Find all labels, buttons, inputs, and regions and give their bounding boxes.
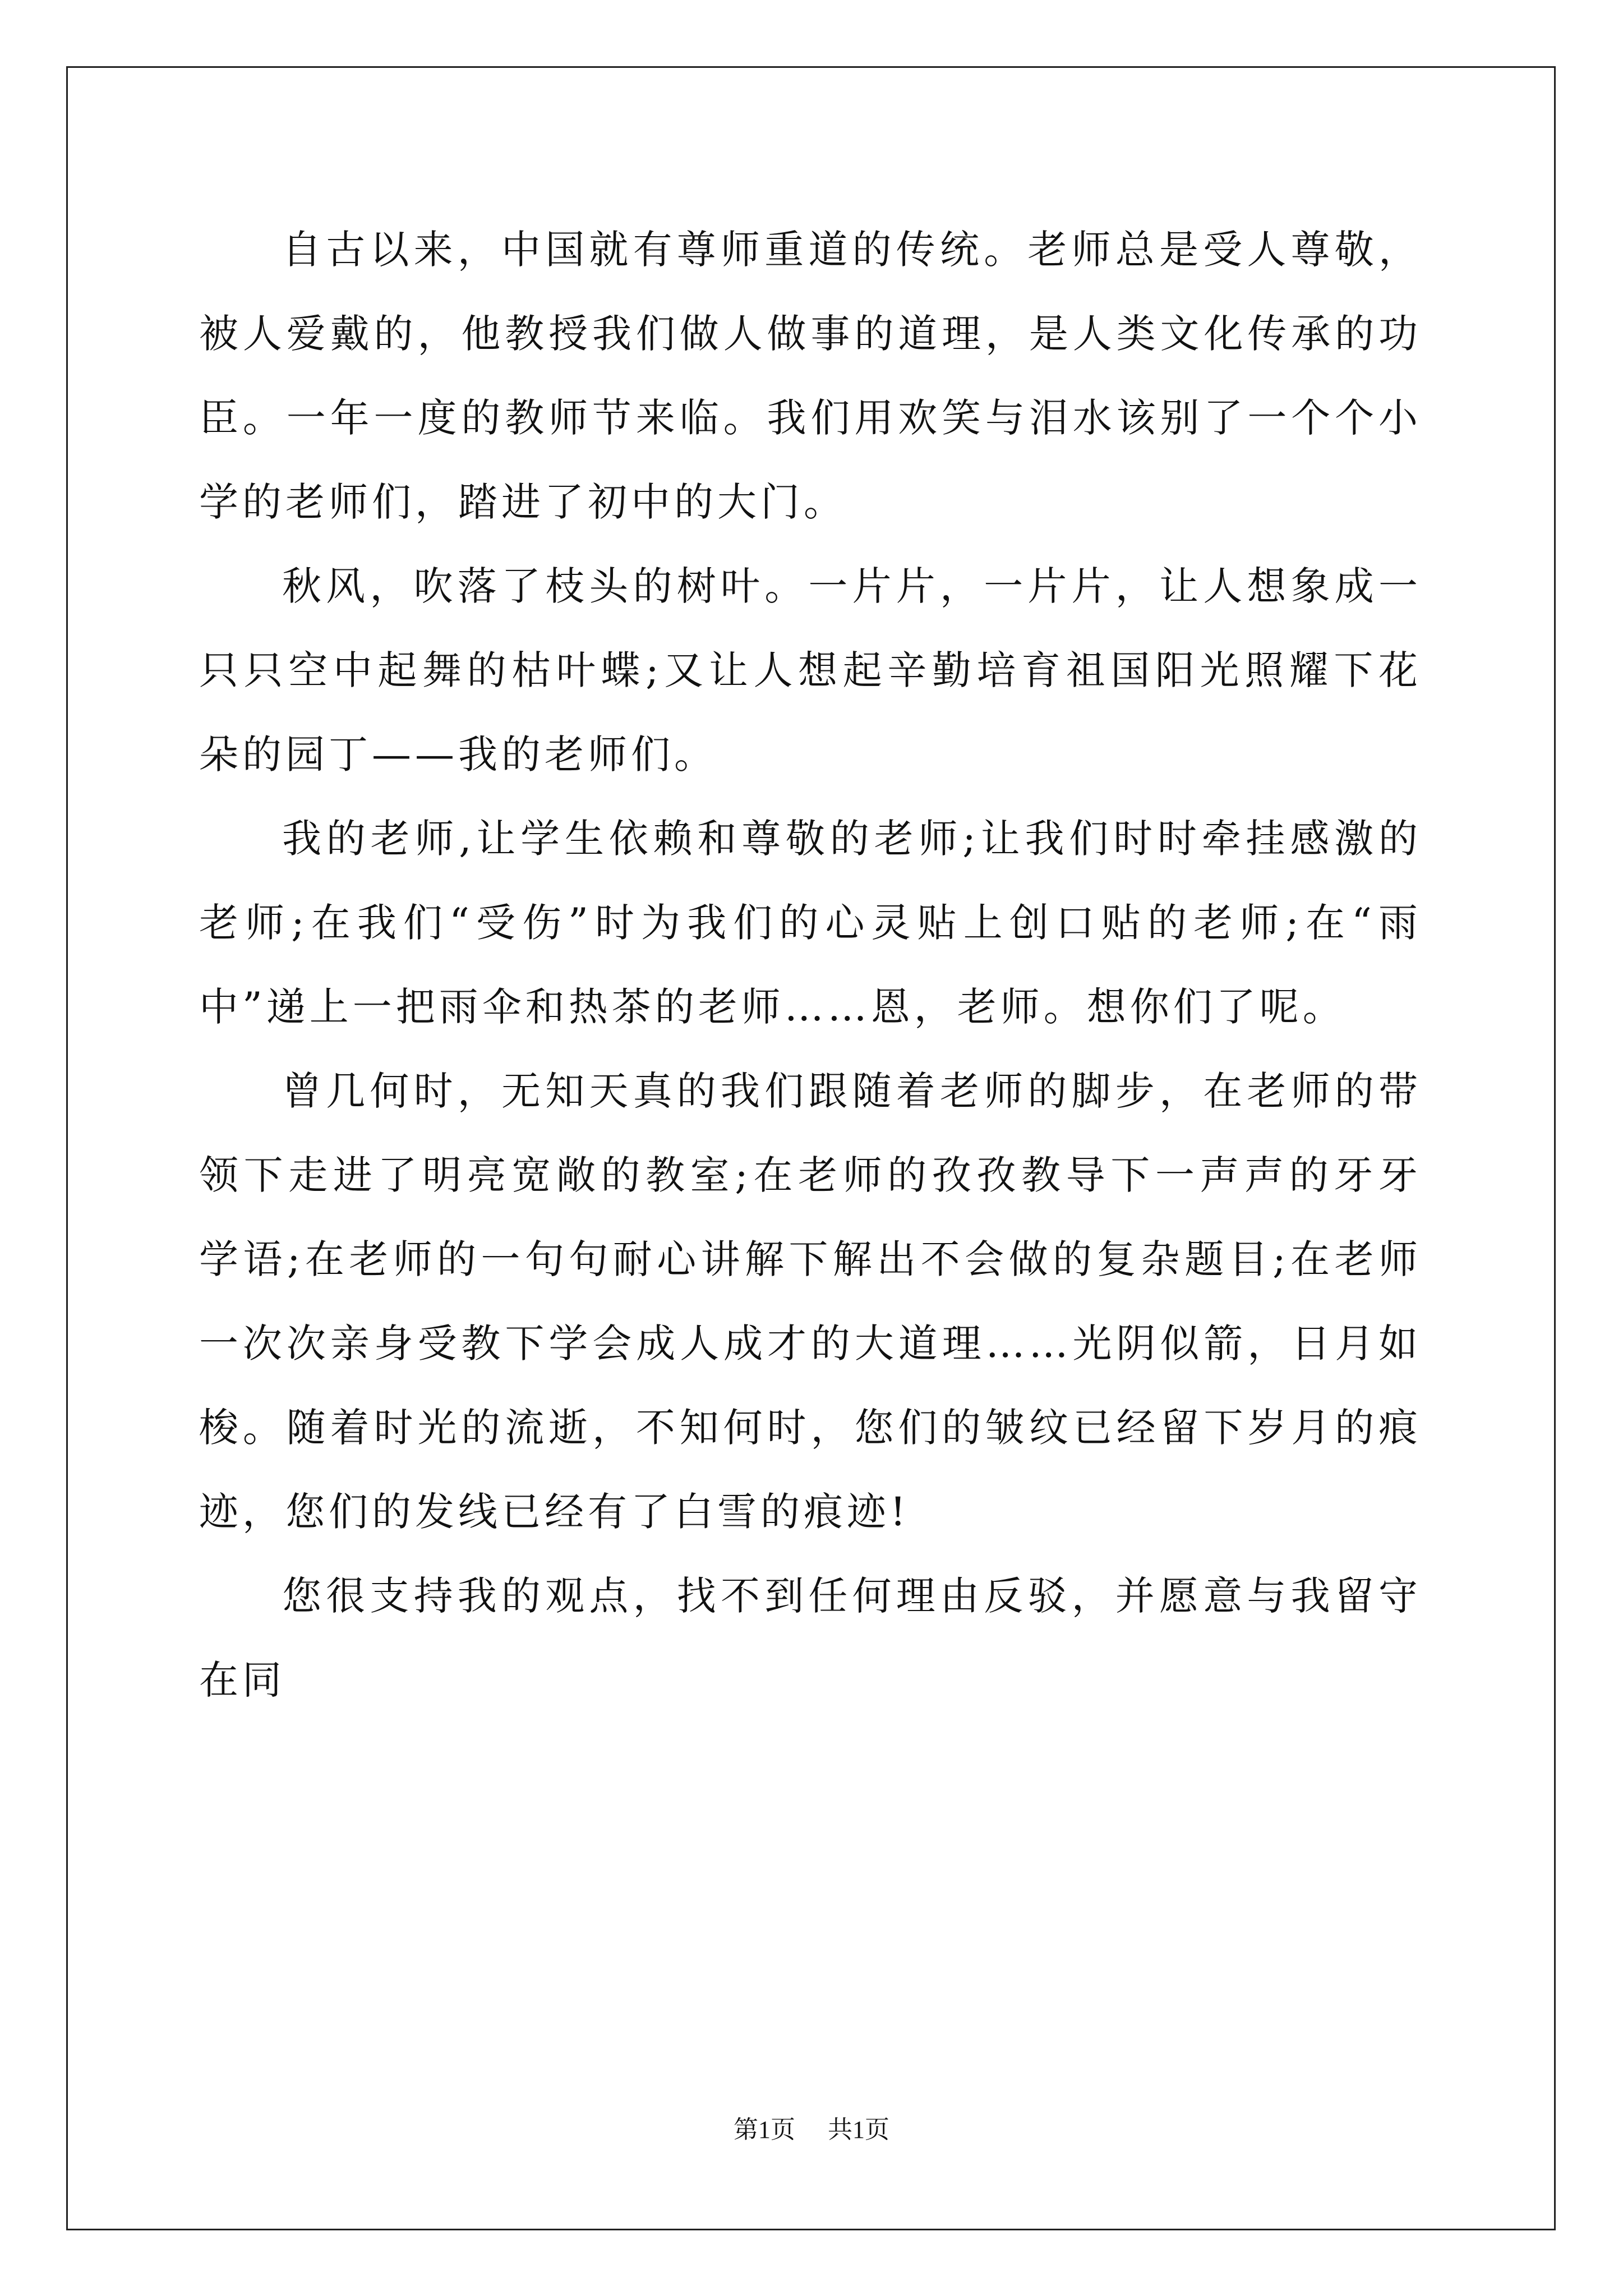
paragraph: 您很支持我的观点，找不到任何理由反驳，并愿意与我留守在同 (199, 1573, 1422, 1703)
page-number: 第1页 (734, 2116, 795, 2143)
page-footer (0, 2109, 1623, 2145)
paragraph: 自古以来，中国就有尊师重道的传统。老师总是受人尊敬，被人爱戴的，他教授我们做人做事的道理，是人类文化传承的功臣。一年一度的教师节来临。我们用欢笑与泪水该别了一个个小学的老师们，踏进了初中的大门。 (199, 227, 1422, 525)
paragraph: 我的老师,让学生依赖和尊敬的老师;让我们时时牵挂感激的老师;在我们“受伤”时为我们的心灵贴上创口贴的老师;在“雨中”递上一把雨伞和热茶的老师……恩，老师。想你们了呢。 (199, 816, 1422, 1030)
paragraph: 秋风，吹落了枝头的树叶。一片片，一片片，让人想象成一只只空中起舞的枯叶蝶;又让人想起辛勤培育祖国阳光照耀下花朵的园丁——我的老师们。 (199, 563, 1422, 777)
total-pages: 共1页 (828, 2116, 889, 2143)
paragraph: 曾几何时，无知天真的我们跟随着老师的脚步，在老师的带领下走进了明亮宽敞的教室;在老师的孜孜教导下一声声的牙牙学语;在老师的一句句耐心讲解下解出不会做的复杂题目;在老师一次次亲身受教下学会成人成才的大道理……光阴似箭，日月如梭。随着时光的流逝，不知何时，您们的皱纹已经留下岁月的痕迹，您们的发线已经有了白雪的痕迹! (199, 1068, 1422, 1535)
document-body (199, 208, 1422, 1722)
